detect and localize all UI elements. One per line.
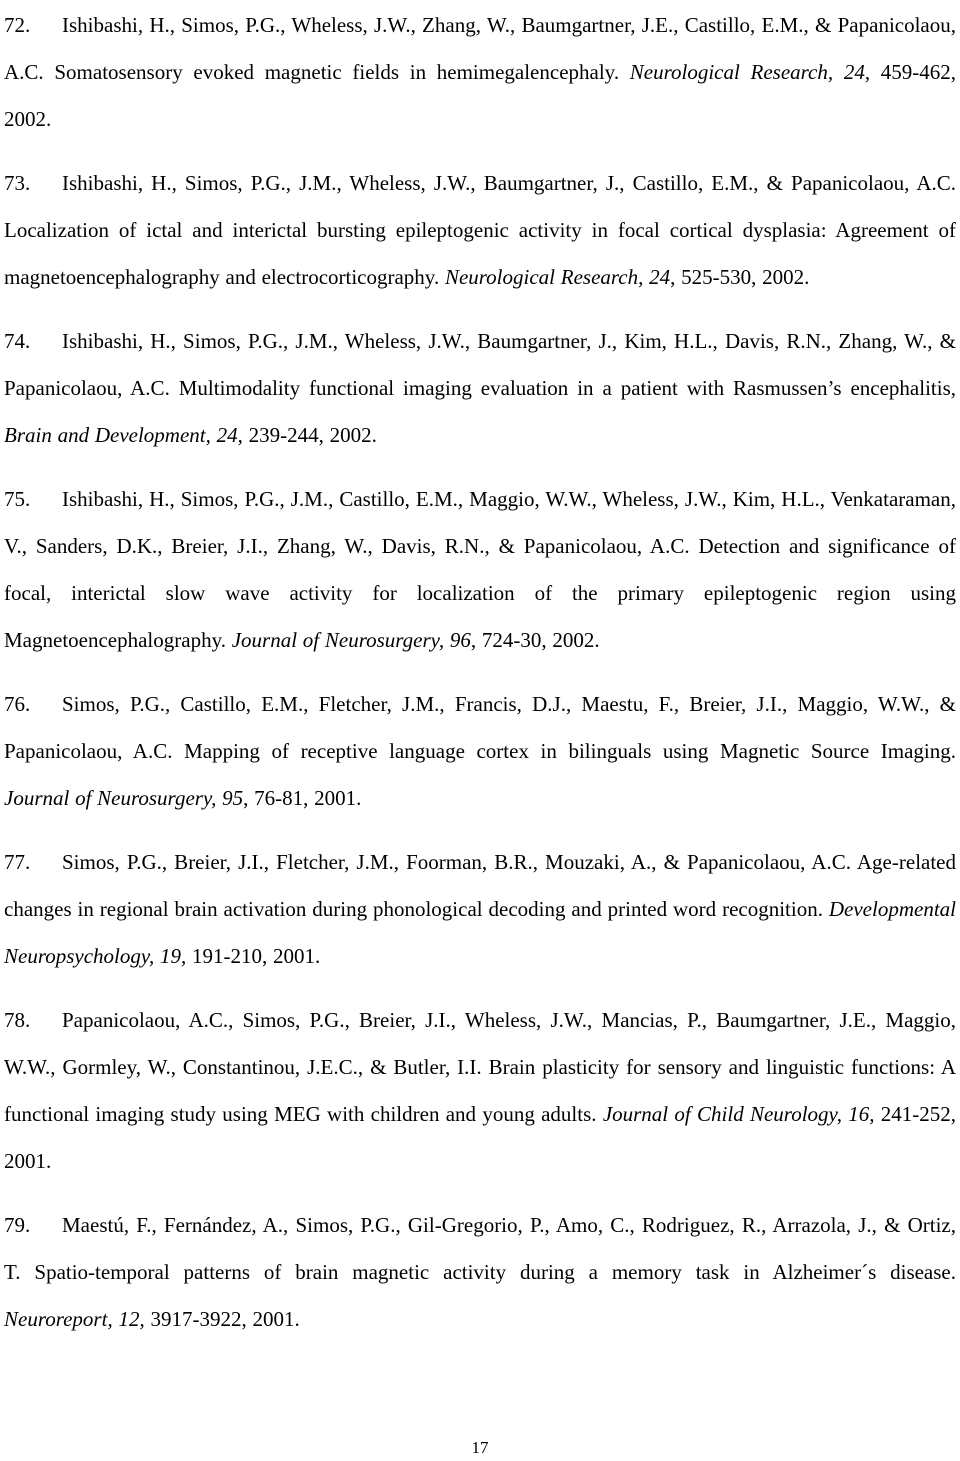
reference-item bbox=[4, 160, 956, 301]
reference-number: 72. bbox=[4, 13, 31, 37]
reference-number: 73. bbox=[4, 171, 31, 195]
reference-number: 75. bbox=[4, 487, 31, 511]
reference-item bbox=[4, 318, 956, 459]
reference-number: 74. bbox=[4, 329, 31, 353]
reference-item bbox=[4, 997, 956, 1185]
reference-pages: 3917-3922, 2001. bbox=[144, 1307, 300, 1331]
reference-number: 79. bbox=[4, 1213, 31, 1237]
reference-journal: Brain and Development, 24 bbox=[4, 423, 238, 447]
reference-item bbox=[4, 1202, 956, 1343]
reference-text: Ishibashi, H., Simos, P.G., J.M., Wheless, J.W., Baumgartner, J., Castillo, E.M., & Papanicolaou, A.C. Localization of ictal and interictal bursting epileptogenic activity in focal cortical dysplasia: Agreement of magnetoencephalography and electrocorticography. bbox=[4, 171, 956, 289]
reference-text: Ishibashi, H., Simos, P.G., J.M., Wheless, J.W., Baumgartner, J., Kim, H.L., Davis, R.N., Zhang, W., & Papanicolaou, A.C. Multimodality functional imaging evaluation in a patient with Rasmussen’s encephalitis, bbox=[4, 329, 956, 400]
page-number: 17 bbox=[471, 1438, 489, 1457]
reference-journal: Neuroreport, 12, bbox=[4, 1307, 145, 1331]
reference-item bbox=[4, 681, 956, 822]
reference-pages: , 459-462, 2002. bbox=[4, 60, 957, 131]
reference-journal: Journal of Child Neurology, 16, bbox=[602, 1102, 875, 1126]
reference-text: Ishibashi, H., Simos, P.G., Wheless, J.W., Zhang, W., Baumgartner, J.E., Castillo, E.M., & Papanicolaou, A.C. Somatosensory evoked magnetic fields in hemimegalencephaly. bbox=[4, 13, 956, 84]
reference-journal: Neurological Research, 24 bbox=[629, 60, 865, 84]
reference-journal: Developmental Neuropsychology, 19, bbox=[4, 897, 956, 968]
reference-pages: 241-252, 2001. bbox=[4, 1102, 957, 1173]
reference-item bbox=[4, 839, 956, 980]
reference-list bbox=[4, 2, 956, 1360]
reference-text: Simos, P.G., Breier, J.I., Fletcher, J.M., Foorman, B.R., Mouzaki, A., & Papanicolaou, A.C. Age-related changes in regional brain activation during phonological decoding and printed word recognition. bbox=[4, 850, 956, 921]
reference-pages: , 239-244, 2002. bbox=[237, 423, 377, 447]
reference-text: Simos, P.G., Castillo, E.M., Fletcher, J.M., Francis, D.J., Maestu, F., Breier, J.I., Maggio, W.W., & Papanicolaou, A.C. Mapping of receptive language cortex in bilinguals using Magnetic Source Imaging. bbox=[4, 692, 956, 763]
reference-pages: , 525-530, 2002. bbox=[670, 265, 810, 289]
reference-journal: Journal of Neurosurgery, 95 bbox=[4, 786, 244, 810]
reference-item bbox=[4, 2, 956, 143]
reference-number: 77. bbox=[4, 850, 31, 874]
reference-text: Papanicolaou, A.C., Simos, P.G., Breier, J.I., Wheless, J.W., Mancias, P., Baumgartner, J.E., Maggio, W.W., Gormley, W., Constantinou, J.E.C., & Butler, I.I. Brain plasticity for sensory and linguistic functions: A functional imaging study using MEG with children and young adults. bbox=[4, 1008, 956, 1126]
reference-journal: Journal of Neurosurgery, 96 bbox=[231, 628, 471, 652]
reference-pages: , 724-30, 2002. bbox=[470, 628, 600, 652]
reference-pages: , 76-81, 2001. bbox=[243, 786, 362, 810]
reference-text: Maestú, F., Fernández, A., Simos, P.G., Gil-Gregorio, P., Amo, C., Rodriguez, R., Arrazola, J., & Ortiz, T. Spatio-temporal patterns of brain magnetic activity during a memory task in Alzheimer´s disease. bbox=[4, 1213, 956, 1284]
reference-pages: 191-210, 2001. bbox=[186, 944, 321, 968]
reference-text: Ishibashi, H., Simos, P.G., J.M., Castillo, E.M., Maggio, W.W., Wheless, J.W., Kim, H.L., Venkataraman, V., Sanders, D.K., Breier, J.I., Zhang, W., Davis, R.N., & Papanicolaou, A.C. Detection and significance of focal, interictal slow wave activity for localization of the primary epileptogenic region using Magnetoencephalography. bbox=[4, 487, 956, 652]
reference-number: 78. bbox=[4, 1008, 31, 1032]
reference-number: 76. bbox=[4, 692, 31, 716]
reference-item bbox=[4, 476, 956, 664]
reference-journal: Neurological Research, 24 bbox=[444, 265, 671, 289]
